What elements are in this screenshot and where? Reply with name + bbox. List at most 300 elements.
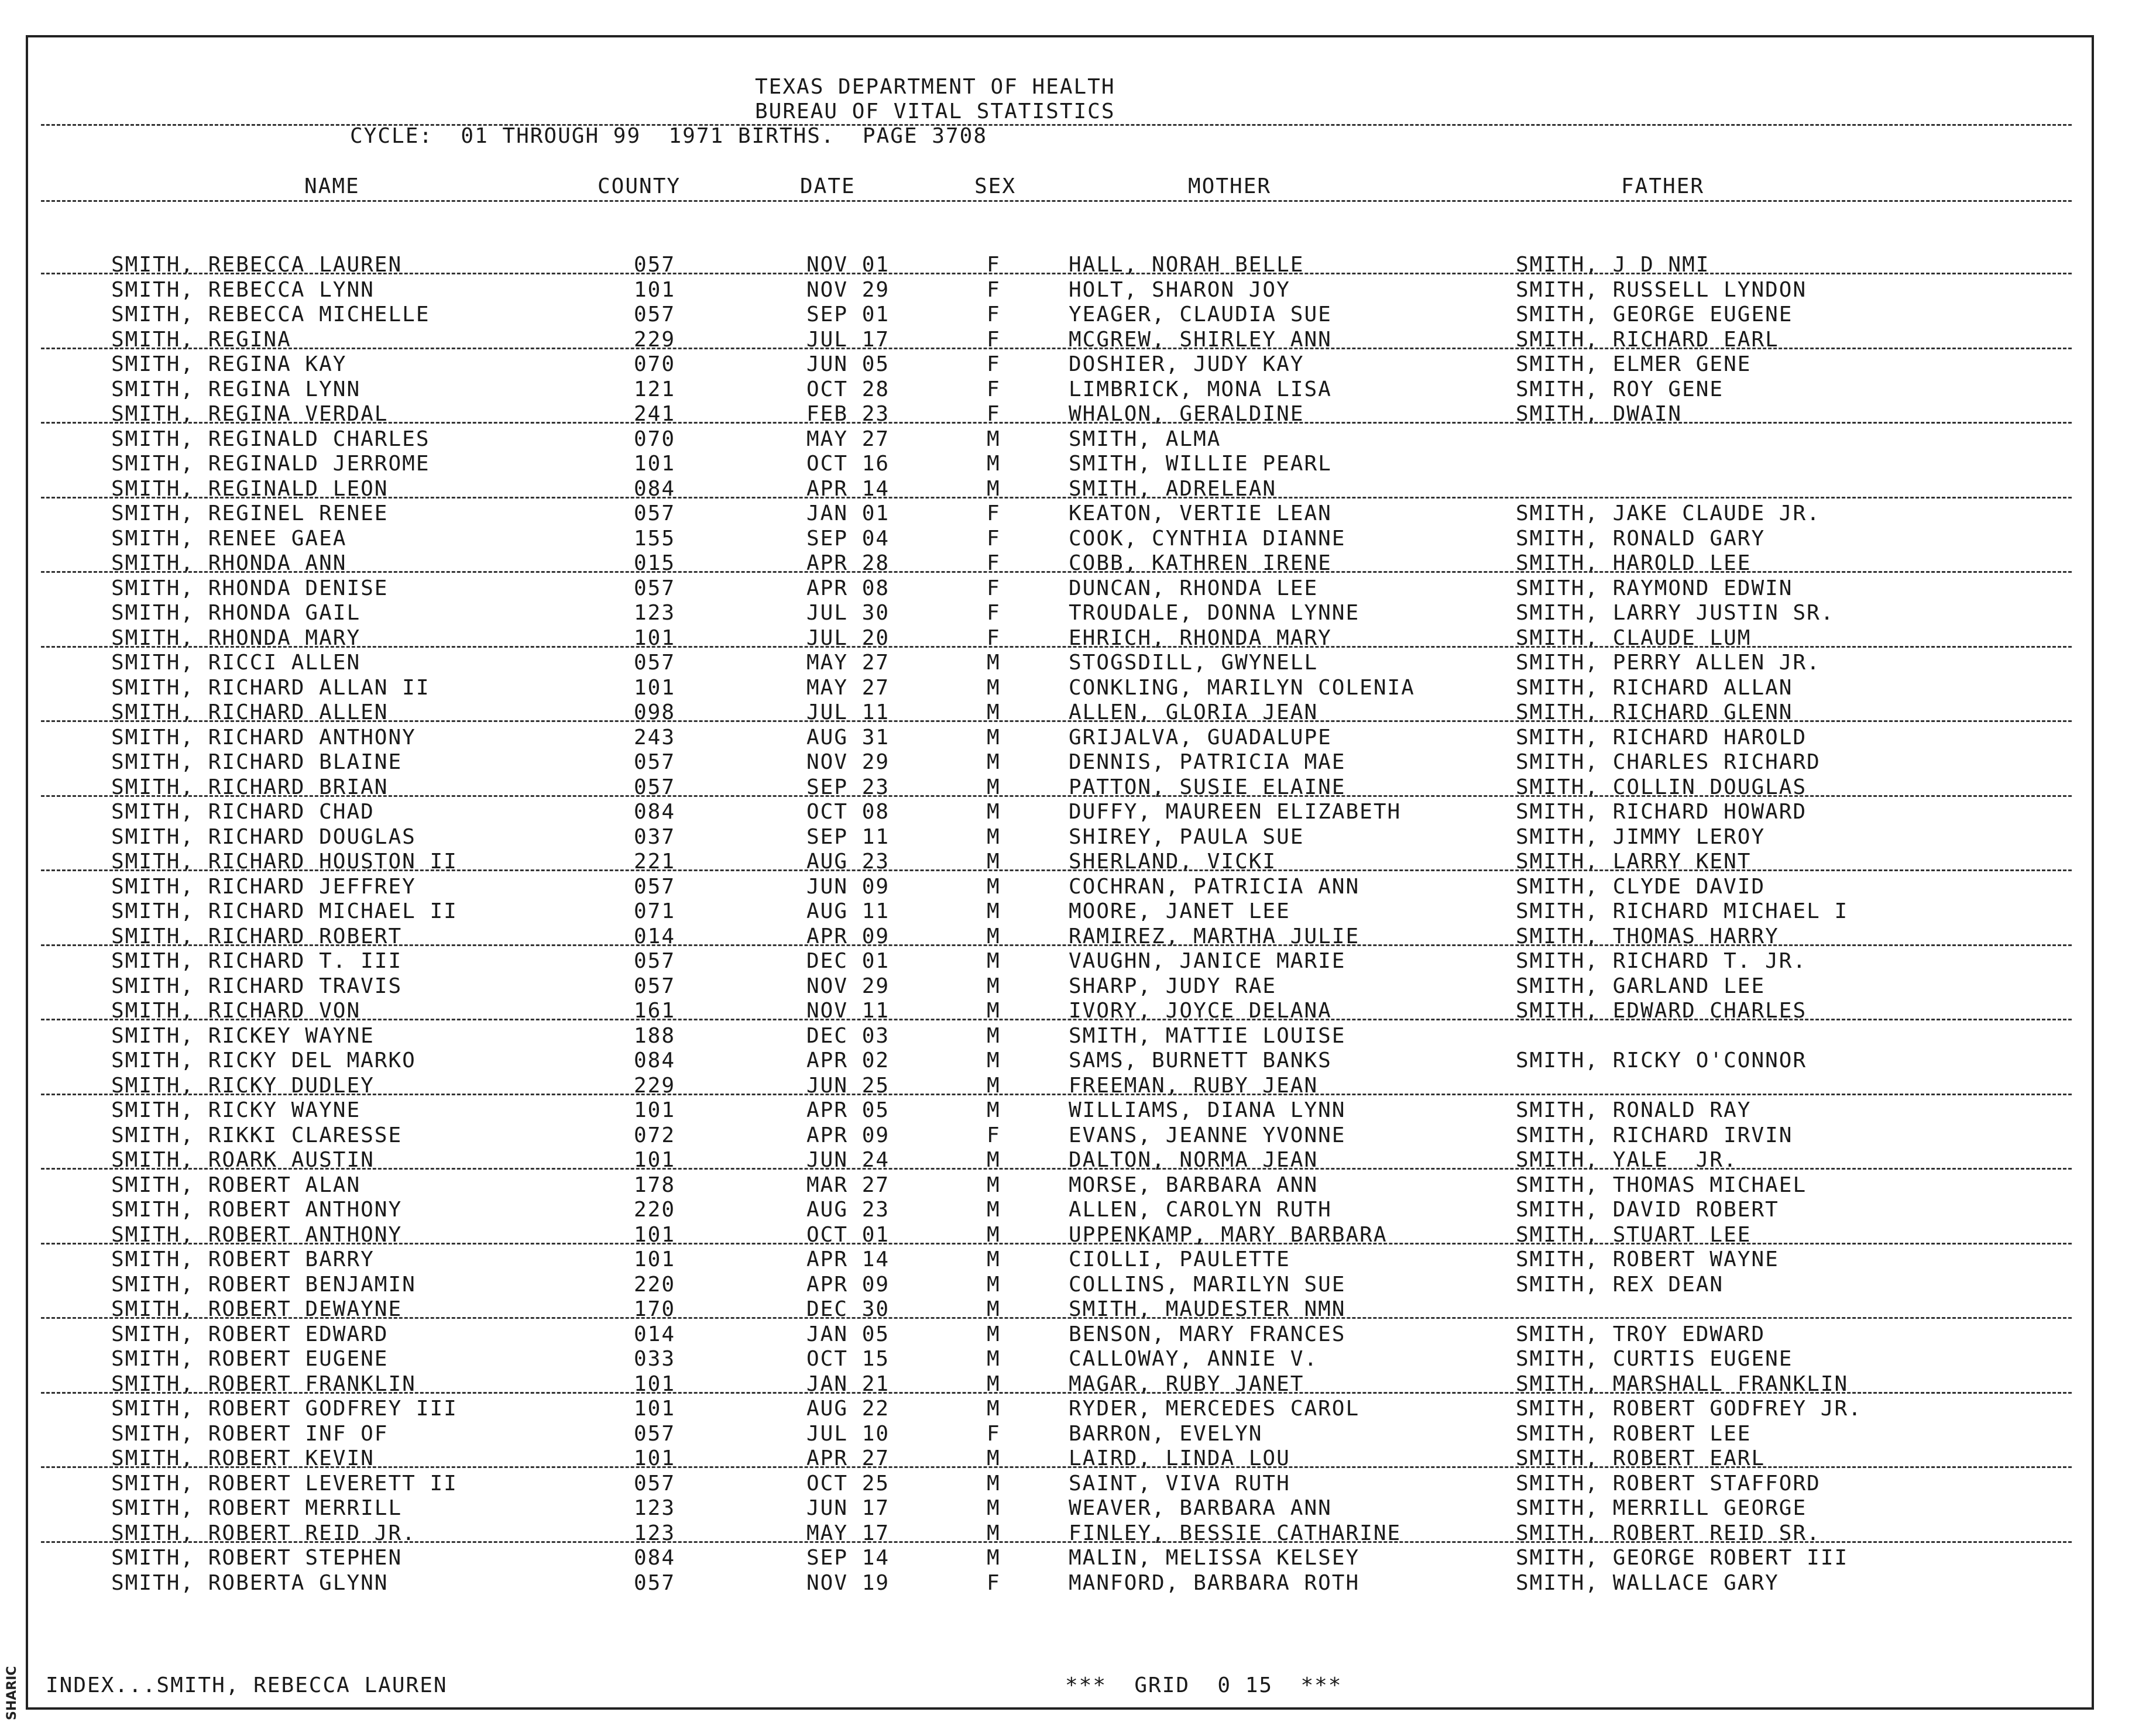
cell-father: SMITH, THOMAS HARRY	[1516, 924, 1779, 948]
cell-sex: M	[987, 700, 1001, 724]
cell-mother: DUNCAN, RHONDA LEE	[1069, 576, 1319, 600]
cell-name: SMITH, ROBERT ANTHONY	[111, 1222, 403, 1247]
cell-name: SMITH, ROBERT KEVIN	[111, 1446, 375, 1470]
table-row	[0, 302, 2072, 327]
cell-father: SMITH, RICKY O'CONNOR	[1516, 1049, 1807, 1072]
cell-name: SMITH, ROBERT DEWAYNE	[111, 1297, 403, 1321]
cell-name: SMITH, ROBERT EUGENE	[111, 1347, 389, 1371]
cell-mother: CONKLING, MARILYN COLENIA	[1069, 675, 1415, 700]
cell-date: NOV 29	[806, 974, 890, 998]
cell-mother: SMITH, ALMA	[1069, 427, 1221, 451]
row-group-divider	[41, 795, 2072, 797]
cell-county: 070	[634, 352, 676, 376]
cell-name: SMITH, ROBERT MERRILL	[111, 1496, 403, 1520]
cell-sex: M	[987, 1222, 1001, 1247]
cell-father: SMITH, CLAUDE LUM	[1516, 625, 1752, 650]
cell-mother: RAMIREZ, MARTHA JULIE	[1069, 924, 1360, 948]
cell-name: SMITH, ROBERT ALAN	[111, 1173, 361, 1197]
cell-father: SMITH, REX DEAN	[1516, 1272, 1724, 1297]
row-group-divider	[41, 1019, 2072, 1020]
cell-sex: M	[987, 1496, 1001, 1520]
cell-name: SMITH, REBECCA LAUREN	[111, 253, 403, 277]
cell-father: SMITH, GEORGE ROBERT III	[1516, 1546, 1849, 1570]
cell-date: SEP 11	[806, 824, 890, 849]
cell-mother: KEATON, VERTIE LEAN	[1069, 501, 1332, 525]
cell-sex: M	[987, 1521, 1001, 1545]
cell-date: NOV 19	[806, 1570, 890, 1595]
cell-mother: WEAVER, BARBARA ANN	[1069, 1496, 1332, 1520]
cell-sex: M	[987, 1148, 1001, 1172]
table-row	[0, 676, 2072, 700]
cell-date: APR 14	[806, 476, 890, 501]
header-title-line1: TEXAS DEPARTMENT OF HEALTH	[755, 75, 1115, 99]
cell-father: SMITH, RUSSELL LYNDON	[1516, 277, 1807, 302]
table-row	[0, 750, 2072, 775]
cell-date: APR 09	[806, 1123, 890, 1147]
cell-mother: FINLEY, BESSIE CATHARINE	[1069, 1521, 1402, 1545]
cell-name: SMITH, RICKY DUDLEY	[111, 1073, 375, 1098]
cell-father: SMITH, STUART LEE	[1516, 1222, 1752, 1247]
table-row	[0, 501, 2072, 526]
cell-sex: M	[987, 476, 1001, 501]
cell-mother: ALLEN, GLORIA JEAN	[1069, 700, 1319, 724]
table-row	[0, 527, 2072, 551]
cell-date: APR 05	[806, 1098, 890, 1122]
table-row	[0, 1173, 2072, 1198]
cell-name: SMITH, REGINA	[111, 327, 291, 352]
cell-father: SMITH, ROBERT GODFREY JR.	[1516, 1397, 1862, 1421]
cell-mother: LIMBRICK, MONA LISA	[1069, 377, 1332, 401]
cell-name: SMITH, RHONDA ANN	[111, 551, 347, 575]
cell-father: SMITH, RICHARD HAROLD	[1516, 725, 1807, 750]
cell-sex: M	[987, 874, 1001, 899]
cell-name: SMITH, RICHARD ALLEN	[111, 700, 389, 724]
cell-date: DEC 03	[806, 1023, 890, 1048]
column-header-divider	[41, 200, 2072, 202]
cell-mother: SHIREY, PAULA SUE	[1069, 824, 1304, 849]
table-row	[0, 1123, 2072, 1148]
cell-county: 101	[634, 452, 676, 476]
cell-county: 084	[634, 800, 676, 824]
cell-county: 123	[634, 601, 676, 625]
cell-name: SMITH, RENEE GAEA	[111, 526, 347, 551]
cell-county: 101	[634, 1397, 676, 1421]
cell-father: SMITH, ELMER GENE	[1516, 352, 1752, 376]
cell-county: 057	[634, 974, 676, 998]
cell-sex: F	[987, 277, 1001, 302]
row-group-divider	[41, 1466, 2072, 1468]
cell-father: SMITH, GARLAND LEE	[1516, 974, 1766, 998]
cell-date: JAN 01	[806, 501, 890, 525]
cell-father: SMITH, ROBERT LEE	[1516, 1421, 1752, 1446]
cell-mother: MALIN, MELISSA KELSEY	[1069, 1546, 1360, 1570]
cell-sex: M	[987, 800, 1001, 824]
cell-name: SMITH, REGINALD JERROME	[111, 452, 430, 476]
cell-father: SMITH, THOMAS MICHAEL	[1516, 1173, 1807, 1197]
cell-sex: M	[987, 974, 1001, 998]
table-row	[0, 452, 2072, 476]
row-group-divider	[41, 497, 2072, 499]
cell-sex: M	[987, 1347, 1001, 1371]
cell-name: SMITH, ROBERT BARRY	[111, 1247, 375, 1271]
table-row	[0, 1571, 2072, 1596]
cell-date: APR 08	[806, 576, 890, 600]
cell-name: SMITH, RHONDA GAIL	[111, 601, 361, 625]
cell-name: SMITH, ROBERT ANTHONY	[111, 1198, 403, 1222]
table-row	[0, 1347, 2072, 1371]
cell-father: SMITH, GEORGE EUGENE	[1516, 302, 1793, 326]
cell-date: MAY 27	[806, 651, 890, 675]
cell-father: SMITH, DAVID ROBERT	[1516, 1198, 1779, 1222]
cell-county: 220	[634, 1198, 676, 1222]
row-group-divider	[41, 422, 2072, 424]
cell-name: SMITH, ROARK AUSTIN	[111, 1148, 375, 1172]
cell-county: 170	[634, 1297, 676, 1321]
cell-mother: COLLINS, MARILYN SUE	[1069, 1272, 1346, 1297]
cell-name: SMITH, ROBERT GODFREY III	[111, 1397, 458, 1421]
cell-county: 123	[634, 1496, 676, 1520]
cell-name: SMITH, RIKKI CLARESSE	[111, 1123, 403, 1147]
cell-county: 057	[634, 253, 676, 277]
row-group-divider	[41, 1541, 2072, 1543]
table-row	[0, 1098, 2072, 1123]
cell-date: OCT 08	[806, 800, 890, 824]
cell-county: 243	[634, 725, 676, 750]
cell-sex: M	[987, 899, 1001, 923]
cell-county: 057	[634, 501, 676, 525]
cell-sex: M	[987, 1546, 1001, 1570]
cell-mother: MORSE, BARBARA ANN	[1069, 1173, 1319, 1197]
cell-father: SMITH, COLLIN DOUGLAS	[1516, 775, 1807, 799]
cell-mother: SMITH, ADRELEAN	[1069, 476, 1277, 501]
cell-date: APR 02	[806, 1049, 890, 1072]
row-group-divider	[41, 869, 2072, 871]
cell-sex: M	[987, 1049, 1001, 1072]
cell-father: SMITH, MERRILL GEORGE	[1516, 1496, 1807, 1520]
cell-father: SMITH, JIMMY LEROY	[1516, 824, 1766, 849]
cell-date: SEP 04	[806, 526, 890, 551]
cell-date: AUG 23	[806, 1198, 890, 1222]
table-row	[0, 352, 2072, 377]
cell-mother: EHRICH, RHONDA MARY	[1069, 625, 1332, 650]
cell-date: NOV 29	[806, 277, 890, 302]
cell-father: SMITH, LARRY KENT	[1516, 850, 1752, 874]
cell-county: 014	[634, 924, 676, 948]
cell-mother: MAGAR, RUBY JANET	[1069, 1371, 1304, 1396]
cell-county: 121	[634, 377, 676, 401]
cell-county: 161	[634, 999, 676, 1023]
cell-date: JUN 24	[806, 1148, 890, 1172]
cell-sex: F	[987, 327, 1001, 352]
cell-date: APR 27	[806, 1446, 890, 1470]
row-group-divider	[41, 273, 2072, 274]
cell-name: SMITH, REGINALD LEON	[111, 476, 389, 501]
cell-date: MAY 17	[806, 1521, 890, 1545]
cell-name: SMITH, RICHARD MICHAEL II	[111, 899, 458, 923]
cell-date: DEC 01	[806, 949, 890, 973]
cell-sex: M	[987, 1247, 1001, 1271]
cell-mother: HALL, NORAH BELLE	[1069, 253, 1304, 277]
cell-name: SMITH, RICKY WAYNE	[111, 1098, 361, 1122]
cell-father: SMITH, RICHARD EARL	[1516, 327, 1779, 352]
cell-sex: M	[987, 1073, 1001, 1098]
table-row	[0, 800, 2072, 824]
cell-mother: SMITH, MAUDESTER NMN	[1069, 1297, 1346, 1321]
cell-mother: YEAGER, CLAUDIA SUE	[1069, 302, 1332, 326]
cell-name: SMITH, RICHARD HOUSTON II	[111, 850, 458, 874]
cell-name: SMITH, RICHARD T. III	[111, 949, 403, 973]
cell-father: SMITH, HAROLD LEE	[1516, 551, 1752, 575]
cell-mother: COCHRAN, PATRICIA ANN	[1069, 874, 1360, 899]
cell-mother: UPPENKAMP, MARY BARBARA	[1069, 1222, 1388, 1247]
cell-name: SMITH, RICHARD JEFFREY	[111, 874, 416, 899]
cell-county: 123	[634, 1521, 676, 1545]
cell-name: SMITH, RICHARD VON	[111, 999, 361, 1023]
cell-father: SMITH, DWAIN	[1516, 402, 1683, 426]
cell-mother: TROUDALE, DONNA LYNNE	[1069, 601, 1360, 625]
row-group-divider	[41, 1243, 2072, 1245]
row-group-divider	[41, 944, 2072, 946]
cell-mother: CIOLLI, PAULETTE	[1069, 1247, 1290, 1271]
cell-sex: M	[987, 725, 1001, 750]
cell-father: SMITH, RONALD RAY	[1516, 1098, 1752, 1122]
cell-name: SMITH, REGINA KAY	[111, 352, 347, 376]
cell-date: OCT 28	[806, 377, 890, 401]
cell-county: 101	[634, 1247, 676, 1271]
cell-father: SMITH, RICHARD GLENN	[1516, 700, 1793, 724]
cell-date: MAR 27	[806, 1173, 890, 1197]
table-row	[0, 1546, 2072, 1570]
table-row	[0, 1322, 2072, 1347]
cell-date: JUL 20	[806, 625, 890, 650]
cell-mother: BENSON, MARY FRANCES	[1069, 1322, 1346, 1346]
cell-mother: FREEMAN, RUBY JEAN	[1069, 1073, 1319, 1098]
cell-county: 101	[634, 1148, 676, 1172]
cell-date: JUN 09	[806, 874, 890, 899]
cell-sex: F	[987, 402, 1001, 426]
cell-date: AUG 31	[806, 725, 890, 750]
cell-name: SMITH, RICCI ALLEN	[111, 651, 361, 675]
cell-name: SMITH, RICHARD TRAVIS	[111, 974, 403, 998]
cell-mother: ALLEN, CAROLYN RUTH	[1069, 1198, 1332, 1222]
cell-date: APR 09	[806, 924, 890, 948]
cell-name: SMITH, REGINALD CHARLES	[111, 427, 430, 451]
table-row	[0, 427, 2072, 452]
cell-mother: SHARP, JUDY RAE	[1069, 974, 1277, 998]
cell-father: SMITH, LARRY JUSTIN SR.	[1516, 601, 1835, 625]
cell-father: SMITH, CURTIS EUGENE	[1516, 1347, 1793, 1371]
cell-father: SMITH, ROBERT REID SR.	[1516, 1521, 1821, 1545]
cell-sex: F	[987, 601, 1001, 625]
cell-county: 057	[634, 302, 676, 326]
cell-sex: M	[987, 1471, 1001, 1496]
cell-sex: M	[987, 452, 1001, 476]
cell-father: SMITH, RICHARD HOWARD	[1516, 800, 1807, 824]
row-group-divider	[41, 1392, 2072, 1394]
side-mark: SHARIC	[5, 1666, 19, 1720]
cell-mother: MOORE, JANET LEE	[1069, 899, 1290, 923]
cell-name: SMITH, ROBERT LEVERETT II	[111, 1471, 458, 1496]
cell-sex: F	[987, 625, 1001, 650]
cell-sex: M	[987, 651, 1001, 675]
cell-mother: RYDER, MERCEDES CAROL	[1069, 1397, 1360, 1421]
cycle-line: CYCLE: 01 THROUGH 99 1971 BIRTHS. PAGE 3708	[350, 124, 987, 148]
cell-father: SMITH, J D NMI	[1516, 253, 1710, 277]
cell-sex: F	[987, 526, 1001, 551]
cell-name: SMITH, RICKY DEL MARKO	[111, 1049, 416, 1072]
cell-sex: M	[987, 1198, 1001, 1222]
cell-sex: M	[987, 1173, 1001, 1197]
cell-name: SMITH, REBECCA MICHELLE	[111, 302, 430, 326]
cell-county: 220	[634, 1272, 676, 1297]
cell-date: APR 09	[806, 1272, 890, 1297]
cell-county: 101	[634, 1446, 676, 1470]
cell-date: OCT 15	[806, 1347, 890, 1371]
cell-sex: M	[987, 1098, 1001, 1122]
cell-mother: MCGREW, SHIRLEY ANN	[1069, 327, 1332, 352]
table-row	[0, 899, 2072, 924]
cell-mother: DOSHIER, JUDY KAY	[1069, 352, 1304, 376]
cell-sex: F	[987, 352, 1001, 376]
cell-county: 015	[634, 551, 676, 575]
cell-date: AUG 11	[806, 899, 890, 923]
table-row	[0, 726, 2072, 750]
table-row	[0, 1198, 2072, 1222]
cell-date: OCT 16	[806, 452, 890, 476]
cell-sex: F	[987, 253, 1001, 277]
row-group-divider	[41, 646, 2072, 648]
cell-father: SMITH, MARSHALL FRANKLIN	[1516, 1371, 1849, 1396]
row-group-divider	[41, 571, 2072, 573]
cell-name: SMITH, RICHARD ANTHONY	[111, 725, 416, 750]
cell-date: JUN 05	[806, 352, 890, 376]
cell-date: AUG 22	[806, 1397, 890, 1421]
cell-mother: MANFORD, BARBARA ROTH	[1069, 1570, 1360, 1595]
cell-county: 033	[634, 1347, 676, 1371]
cell-mother: DALTON, NORMA JEAN	[1069, 1148, 1319, 1172]
cell-county: 101	[634, 1098, 676, 1122]
cell-sex: M	[987, 1023, 1001, 1048]
cell-date: SEP 01	[806, 302, 890, 326]
cell-name: SMITH, RICHARD DOUGLAS	[111, 824, 416, 849]
column-header-name: NAME	[304, 174, 360, 198]
cell-mother: COOK, CYNTHIA DIANNE	[1069, 526, 1346, 551]
cell-sex: F	[987, 1123, 1001, 1147]
table-row	[0, 974, 2072, 999]
cell-sex: F	[987, 1570, 1001, 1595]
cell-date: JUN 25	[806, 1073, 890, 1098]
cell-father: SMITH, ROBERT EARL	[1516, 1446, 1766, 1470]
cell-name: SMITH, RICHARD ALLAN II	[111, 675, 430, 700]
cell-mother: DUFFY, MAUREEN ELIZABETH	[1069, 800, 1402, 824]
cell-date: JUL 10	[806, 1421, 890, 1446]
row-group-divider	[41, 1317, 2072, 1319]
cell-county: 229	[634, 327, 676, 352]
cell-father: SMITH, RICHARD MICHAEL I	[1516, 899, 1849, 923]
cell-name: SMITH, ROBERT FRANKLIN	[111, 1371, 416, 1396]
cell-county: 057	[634, 949, 676, 973]
cell-county: 057	[634, 1421, 676, 1446]
cell-sex: F	[987, 377, 1001, 401]
cell-father: SMITH, RICHARD T. JR.	[1516, 949, 1807, 973]
cell-sex: F	[987, 576, 1001, 600]
cell-sex: M	[987, 675, 1001, 700]
cell-father: SMITH, RICHARD IRVIN	[1516, 1123, 1793, 1147]
cell-name: SMITH, ROBERT EDWARD	[111, 1322, 389, 1346]
cell-name: SMITH, RICKEY WAYNE	[111, 1023, 375, 1048]
cell-date: MAY 27	[806, 675, 890, 700]
cell-date: JUL 17	[806, 327, 890, 352]
cell-county: 057	[634, 576, 676, 600]
table-row	[0, 601, 2072, 625]
cell-sex: F	[987, 302, 1001, 326]
cell-sex: M	[987, 775, 1001, 799]
column-header-father: FATHER	[1621, 174, 1705, 198]
cell-name: SMITH, REGINA LYNN	[111, 377, 361, 401]
cell-father: SMITH, RICHARD ALLAN	[1516, 675, 1793, 700]
cell-mother: COBB, KATHREN IRENE	[1069, 551, 1332, 575]
column-header-mother: MOTHER	[1188, 174, 1272, 198]
cell-mother: SAINT, VIVA RUTH	[1069, 1471, 1290, 1496]
row-group-divider	[41, 348, 2072, 349]
cell-county: 057	[634, 1570, 676, 1595]
table-row	[0, 576, 2072, 601]
cell-name: SMITH, ROBERT REID JR.	[111, 1521, 416, 1545]
cell-county: 155	[634, 526, 676, 551]
table-row	[0, 377, 2072, 402]
cell-name: SMITH, ROBERT BENJAMIN	[111, 1272, 416, 1297]
cell-county: 241	[634, 402, 676, 426]
cell-sex: M	[987, 824, 1001, 849]
cell-name: SMITH, REGINA VERDAL	[111, 402, 389, 426]
cell-mother: HOLT, SHARON JOY	[1069, 277, 1290, 302]
cell-father: SMITH, TROY EDWARD	[1516, 1322, 1766, 1346]
cell-mother: EVANS, JEANNE YVONNE	[1069, 1123, 1346, 1147]
cell-mother: SHERLAND, VICKI	[1069, 850, 1277, 874]
cell-name: SMITH, RICHARD ROBERT	[111, 924, 403, 948]
cell-date: SEP 14	[806, 1546, 890, 1570]
cell-name: SMITH, ROBERT STEPHEN	[111, 1546, 403, 1570]
cell-county: 101	[634, 625, 676, 650]
cell-sex: F	[987, 551, 1001, 575]
cell-county: 037	[634, 824, 676, 849]
cell-mother: WHALON, GERALDINE	[1069, 402, 1304, 426]
row-group-divider	[41, 1094, 2072, 1095]
cell-county: 101	[634, 277, 676, 302]
cell-county: 057	[634, 775, 676, 799]
table-row	[0, 1049, 2072, 1073]
cell-date: JUN 17	[806, 1496, 890, 1520]
cell-county: 014	[634, 1322, 676, 1346]
table-row	[0, 949, 2072, 974]
cell-county: 178	[634, 1173, 676, 1197]
cell-mother: WILLIAMS, DIANA LYNN	[1069, 1098, 1346, 1122]
cell-county: 221	[634, 850, 676, 874]
header-title-line2: BUREAU OF VITAL STATISTICS	[755, 99, 1115, 123]
cell-date: JAN 05	[806, 1322, 890, 1346]
cell-county: 229	[634, 1073, 676, 1098]
cell-county: 070	[634, 427, 676, 451]
cell-sex: M	[987, 1371, 1001, 1396]
cell-sex: M	[987, 850, 1001, 874]
column-header-sex: SEX	[974, 174, 1017, 198]
cell-father: SMITH, RAYMOND EDWIN	[1516, 576, 1793, 600]
table-row	[0, 1397, 2072, 1421]
footer-index: INDEX...SMITH, REBECCA LAUREN	[46, 1673, 448, 1697]
cell-sex: M	[987, 1272, 1001, 1297]
cell-county: 101	[634, 675, 676, 700]
cell-sex: M	[987, 1322, 1001, 1346]
